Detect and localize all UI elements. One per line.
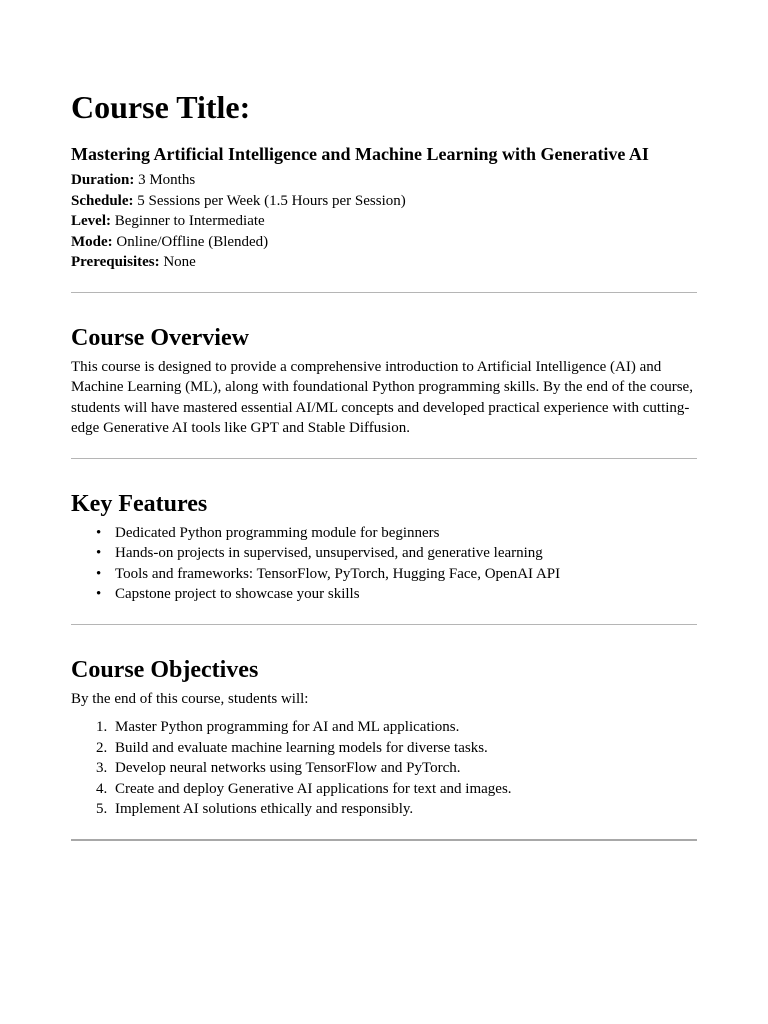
bullet-marker: • — [96, 586, 102, 602]
list-item-text: Develop neural networks using TensorFlow and PyTorch. — [115, 760, 461, 776]
list-item — [96, 738, 697, 759]
course-subtitle: Mastering Artificial Intelligence and Machine Learning with Generative AI — [71, 144, 649, 164]
meta-prerequisites — [71, 252, 697, 273]
section-divider — [71, 458, 697, 459]
list-number: 2. — [96, 739, 108, 756]
list-item-text: Hands-on projects in supervised, unsupervised, and generative learning — [115, 545, 543, 561]
list-item — [96, 584, 697, 605]
list-item — [96, 543, 697, 564]
objectives-heading: Course Objectives — [71, 656, 259, 683]
bullet-marker: • — [96, 524, 102, 541]
list-number: 3. — [96, 760, 108, 776]
list-item-text: Dedicated Python programming module for beginners — [115, 524, 440, 541]
meta-value: Beginner to Intermediate — [114, 213, 265, 229]
objectives-list — [71, 717, 697, 820]
meta-value: Online/Offline (Blended) — [116, 233, 269, 250]
list-item — [96, 564, 697, 585]
meta-value: 5 Sessions per Week (1.5 Hours per Session) — [137, 192, 406, 209]
list-item-text: Build and evaluate machine learning models for diverse tasks. — [115, 739, 488, 756]
meta-duration — [71, 170, 697, 191]
list-item-text: Capstone project to showcase your skills — [115, 586, 360, 602]
meta-key: Mode: — [71, 233, 113, 250]
overview-heading: Course Overview — [71, 324, 249, 351]
overview-text: This course is designed to provide a comprehensive introduction to Artificial Intelligence (AI) and Machine Learning (ML), along with foundational Python programming skills. By the end of the course, students will have mastered essential AI/ML concepts and developed practical experience with cutting-edge Generative AI tools like GPT and Stable Diffusion. — [71, 358, 693, 436]
features-list — [71, 523, 697, 605]
meta-key: Prerequisites: — [71, 254, 160, 270]
meta-schedule — [71, 191, 697, 212]
meta-mode — [71, 232, 697, 253]
objectives-intro: By the end of this course, students will: — [71, 690, 309, 707]
list-number: 5. — [96, 801, 108, 817]
section-divider — [71, 839, 697, 841]
meta-key: Schedule: — [71, 192, 134, 209]
list-item-text: Tools and frameworks: TensorFlow, PyTorch, Hugging Face, OpenAI API — [115, 565, 561, 582]
meta-level — [71, 211, 697, 232]
list-item — [96, 717, 697, 738]
course-title-heading: Course Title: — [71, 89, 251, 125]
section-divider — [71, 292, 697, 293]
list-item-text: Create and deploy Generative AI applications for text and images. — [115, 780, 512, 797]
meta-key: Level: — [71, 213, 111, 229]
list-item — [96, 779, 697, 800]
list-item-text: Master Python programming for AI and ML applications. — [115, 719, 460, 735]
bullet-marker: • — [96, 565, 102, 582]
meta-value: 3 Months — [138, 172, 196, 188]
meta-value: None — [163, 254, 196, 270]
list-number: 1. — [96, 719, 108, 735]
list-item — [96, 799, 697, 820]
course-meta — [71, 170, 697, 273]
list-item-text: Implement AI solutions ethically and responsibly. — [115, 801, 414, 817]
bullet-marker: • — [96, 545, 102, 561]
list-item — [96, 523, 697, 544]
features-heading: Key Features — [71, 490, 208, 517]
list-item — [96, 758, 697, 779]
list-number: 4. — [96, 780, 108, 797]
section-divider — [71, 624, 697, 625]
meta-key: Duration: — [71, 172, 135, 188]
